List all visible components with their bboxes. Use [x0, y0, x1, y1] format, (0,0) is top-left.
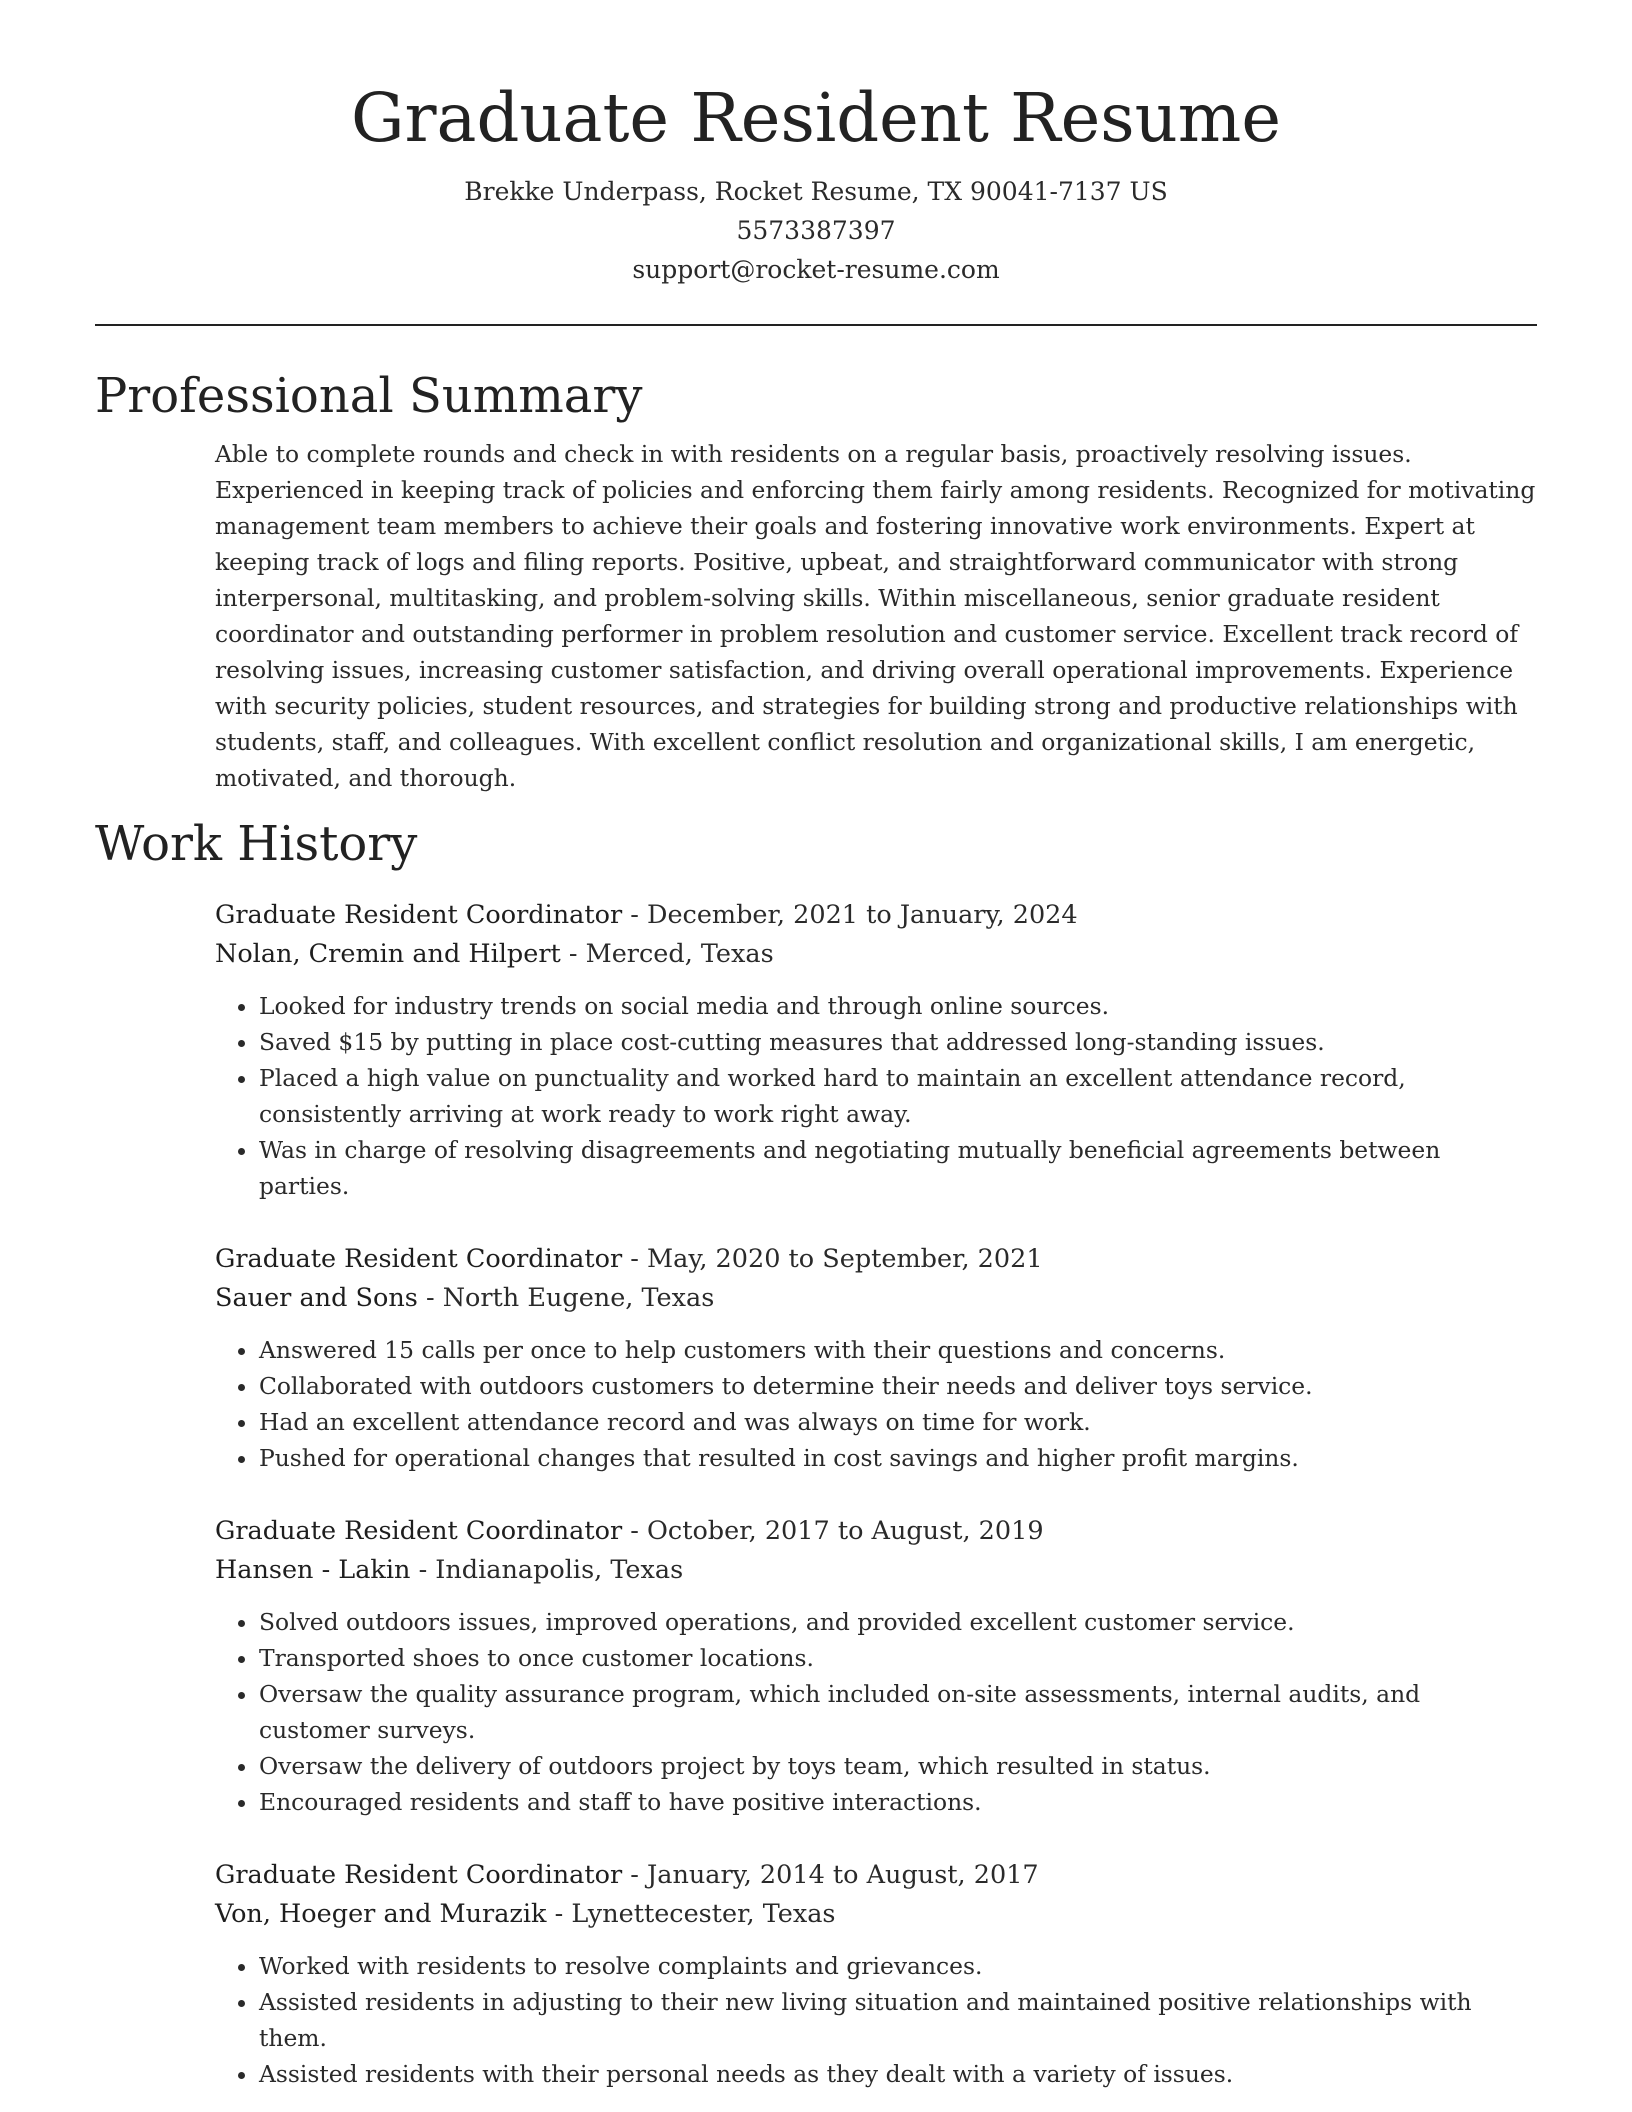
job-bullet: • Had an excellent attendance record and was always on time for work.	[259, 1404, 1537, 1440]
job-entry	[215, 1240, 1537, 1476]
job-company-line	[215, 1551, 1537, 1590]
work-history-heading: Work History	[95, 815, 418, 872]
job-separator: -	[410, 1554, 436, 1585]
job-separator: -	[546, 1898, 572, 1929]
contact-address: Brekke Underpass, Rocket Resume, TX 90041-7137 US	[464, 177, 1168, 207]
job-bullet: • Assisted residents with their personal needs as they dealt with a variety of issues.	[259, 2056, 1537, 2092]
job-company: Von, Hoeger and Murazik	[215, 1898, 547, 1929]
job-title: Graduate Resident Coordinator	[215, 1859, 623, 1890]
job-bullet: • Collaborated with outdoors customers to determine their needs and deliver toys service.	[259, 1368, 1537, 1404]
job-entry	[215, 1512, 1537, 1820]
job-title-line	[215, 1856, 1537, 1895]
job-separator: -	[560, 938, 586, 969]
job-location: North Eugene, Texas	[442, 1282, 715, 1313]
job-bullet: • Worked with residents to resolve complaints and grievances.	[259, 1948, 1537, 1984]
header-divider	[95, 324, 1537, 326]
contact-email: support@rocket-resume.com	[632, 255, 1000, 285]
job-title: Graduate Resident Coordinator	[215, 1515, 623, 1546]
job-bullets	[215, 1604, 1537, 1820]
job-company-line	[215, 1279, 1537, 1318]
job-title: Graduate Resident Coordinator	[215, 1243, 623, 1274]
job-bullet: • Assisted residents in adjusting to their new living situation and maintained positive relationships with them.	[259, 1984, 1537, 2056]
job-title-line	[215, 1512, 1537, 1551]
contact-block	[95, 172, 1537, 289]
job-location: Lynettecester, Texas	[571, 1898, 836, 1929]
job-separator: -	[622, 1515, 648, 1546]
resume-page	[95, 0, 1537, 2092]
job-dates: May, 2020 to September, 2021	[647, 1243, 1043, 1274]
contact-phone: 5573387397	[736, 216, 896, 246]
job-bullet: • Solved outdoors issues, improved operations, and provided excellent customer service.	[259, 1604, 1537, 1640]
job-location: Merced, Texas	[585, 938, 774, 969]
job-dates: January, 2014 to August, 2017	[647, 1859, 1039, 1890]
job-bullet: • Placed a high value on punctuality and worked hard to maintain an excellent attendance record, consistently arriving at work ready to work right away.	[259, 1060, 1537, 1132]
job-bullet: • Oversaw the delivery of outdoors project by toys team, which resulted in status.	[259, 1748, 1537, 1784]
job-location: Indianapolis, Texas	[435, 1554, 684, 1585]
job-entry	[215, 896, 1537, 1204]
job-title-line	[215, 896, 1537, 935]
job-bullet: • Pushed for operational changes that resulted in cost savings and higher profit margins.	[259, 1440, 1537, 1476]
summary-heading: Professional Summary	[95, 368, 643, 425]
job-separator: -	[622, 1243, 648, 1274]
job-entry	[215, 1856, 1537, 2092]
job-bullet: • Was in charge of resolving disagreements and negotiating mutually beneficial agreements between parties.	[259, 1132, 1537, 1204]
job-company-line	[215, 1895, 1537, 1934]
resume-title: Graduate Resident Resume	[351, 79, 1281, 157]
job-bullets	[215, 988, 1537, 1204]
job-company: Nolan, Cremin and Hilpert	[215, 938, 561, 969]
job-separator: -	[622, 899, 648, 930]
job-bullet: • Answered 15 calls per once to help customers with their questions and concerns.	[259, 1332, 1537, 1368]
job-dates: October, 2017 to August, 2019	[647, 1515, 1044, 1546]
job-bullets	[215, 1948, 1537, 2092]
job-title-line	[215, 1240, 1537, 1279]
job-bullet: • Oversaw the quality assurance program, which included on-site assessments, internal audits, and customer surveys.	[259, 1676, 1537, 1748]
job-title: Graduate Resident Coordinator	[215, 899, 623, 930]
job-bullet: • Saved $15 by putting in place cost-cutting measures that addressed long-standing issues.	[259, 1024, 1537, 1060]
job-dates: December, 2021 to January, 2024	[647, 899, 1078, 930]
job-bullet: • Encouraged residents and staff to have positive interactions.	[259, 1784, 1537, 1820]
job-separator: -	[417, 1282, 443, 1313]
job-bullets	[215, 1332, 1537, 1476]
job-company-line	[215, 935, 1537, 974]
summary-text: Able to complete rounds and check in with residents on a regular basis, proactively resolving issues. Experienced in keeping track of policies and enforcing them fairly among residents. Recognized for motivating management team members to achieve their goals and fostering innovative work environments. Expert at keeping track of logs and filing reports. Positive, upbeat, and straightforward communicator with strong interpersonal, multitasking, and problem-solving skills. Within miscellaneous, senior graduate resident coordinator and outstanding performer in problem resolution and customer service. Excellent track record of resolving issues, increasing customer satisfaction, and driving overall operational improvements. Experience with security policies, student resources, and strategies for building strong and productive relationships with students, staff, and colleagues. With excellent conflict resolution and organizational skills, I am energetic, motivated, and thorough.	[215, 439, 1536, 792]
job-bullet: • Looked for industry trends on social media and through online sources.	[259, 988, 1537, 1024]
job-company: Sauer and Sons	[215, 1282, 418, 1313]
job-company: Hansen - Lakin	[215, 1554, 411, 1585]
job-separator: -	[622, 1859, 648, 1890]
job-bullet: • Transported shoes to once customer locations.	[259, 1640, 1537, 1676]
